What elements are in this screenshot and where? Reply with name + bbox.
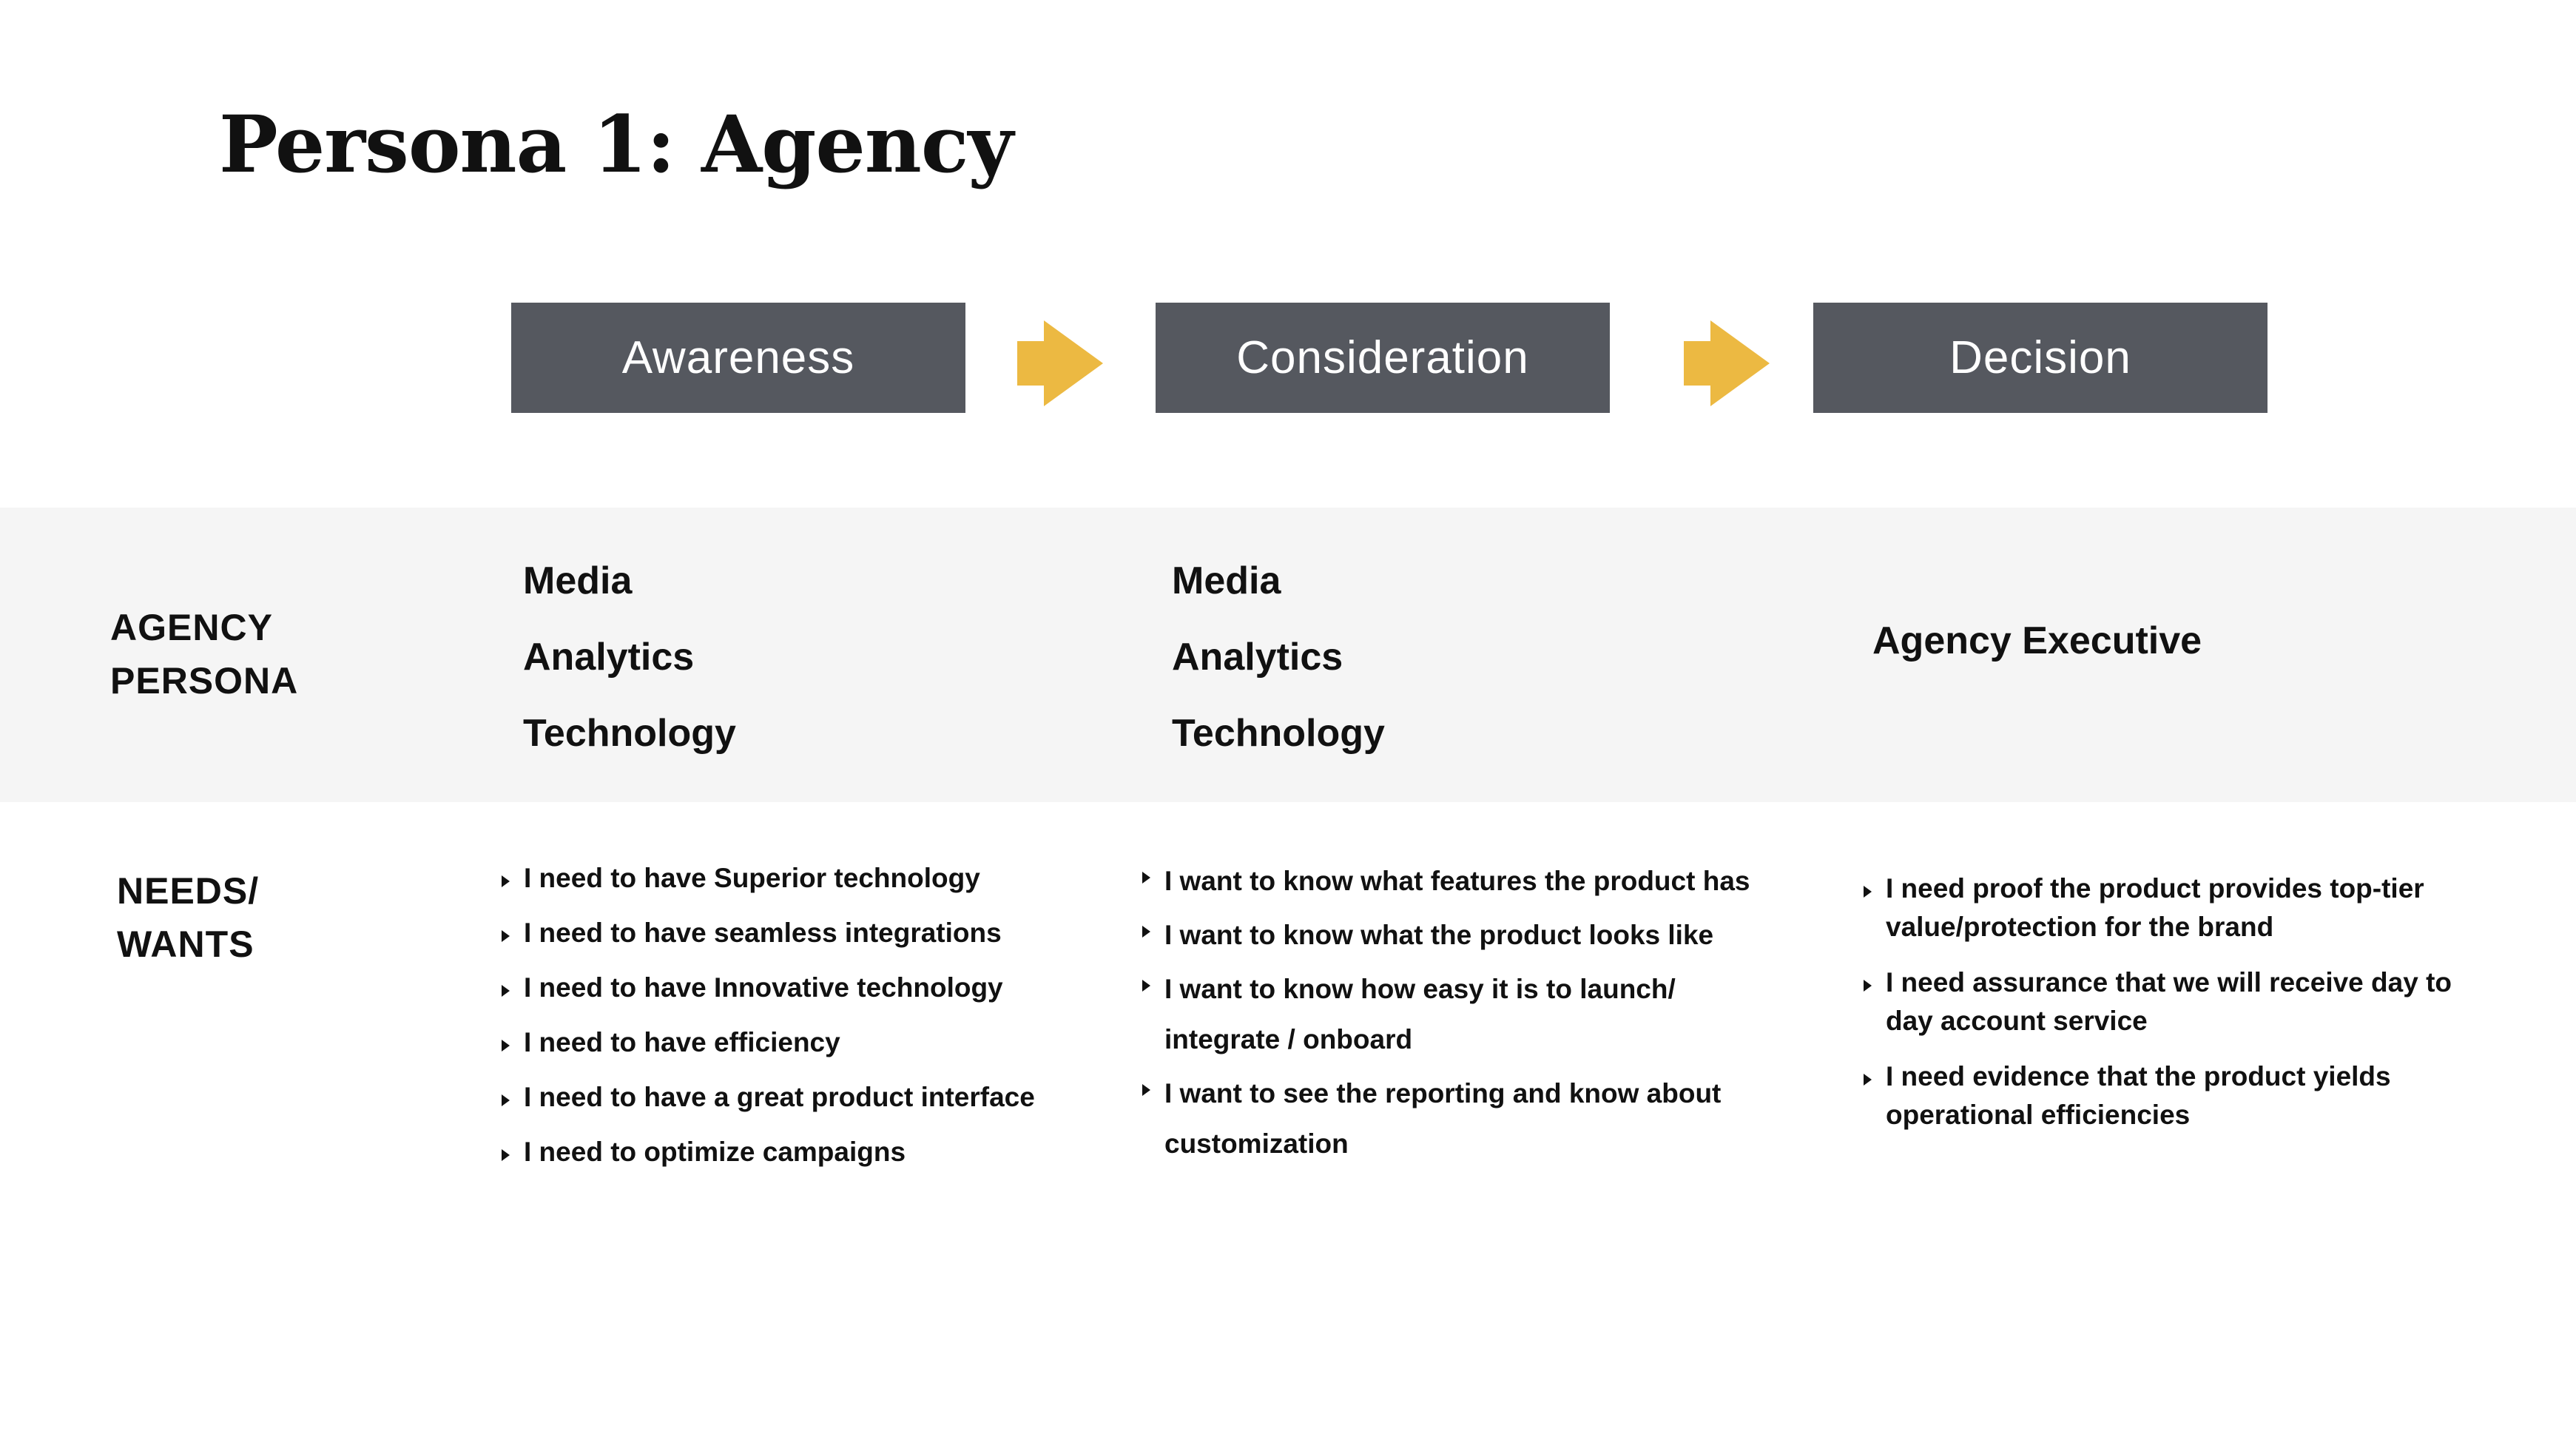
persona-item: Analytics <box>1172 636 1343 679</box>
row-label-line: PERSONA <box>110 660 299 702</box>
agency-persona-label <box>110 601 298 707</box>
list-item <box>1142 856 1750 906</box>
needs-list-decision <box>1864 869 2470 1151</box>
list-item: I need to optimize campaigns <box>502 1134 1035 1171</box>
list-item: I need to have a great product interface <box>502 1079 1035 1116</box>
list-item-line: I want to see the reporting and know about <box>1164 1078 1722 1108</box>
stage-decision <box>1813 303 2268 413</box>
persona-list-consideration <box>1172 543 1385 772</box>
needs-list-awareness <box>502 860 1035 1188</box>
list-item: I need assurance that we will receive day to day account service <box>1864 963 2470 1040</box>
list-item: I need evidence that the product yields operational efficiencies <box>1864 1057 2470 1134</box>
persona-item: Technology <box>523 712 736 755</box>
arrow-right-icon <box>1017 320 1103 406</box>
list-item <box>1142 1069 1750 1169</box>
list-item-line: integrate / onboard <box>1164 1024 1413 1054</box>
stage-label: Consideration <box>1236 332 1529 383</box>
list-item-line: I want to know how easy it is to launch/ <box>1164 974 1676 1004</box>
needs-list-consideration <box>1142 856 1750 1173</box>
list-item-line: customization <box>1164 1128 1349 1159</box>
row-label-line: NEEDS/ <box>117 870 260 912</box>
row-label-line: WANTS <box>117 923 254 965</box>
list-item: I need to have seamless integrations <box>502 915 1035 952</box>
page-title: Persona 1: Agency <box>219 98 1013 190</box>
stage-awareness <box>511 303 965 413</box>
list-item: I need to have Innovative technology <box>502 969 1035 1006</box>
persona-item: Technology <box>1172 712 1385 755</box>
persona-item: Media <box>1172 559 1281 602</box>
list-item-line: I want to know what the product looks like <box>1164 920 1714 950</box>
list-item-line: I want to know what features the product has <box>1164 866 1750 896</box>
list-item: I need proof the product provides top-tier value/protection for the brand <box>1864 869 2470 946</box>
needs-wants-label <box>117 864 259 971</box>
stage-label: Awareness <box>621 332 855 383</box>
persona-item: Media <box>523 559 633 602</box>
list-item <box>1142 964 1750 1065</box>
stage-label: Decision <box>1949 332 2131 383</box>
row-label-line: AGENCY <box>110 607 273 648</box>
list-item: I need to have efficiency <box>502 1024 1035 1061</box>
stage-consideration <box>1156 303 1610 413</box>
persona-item-decision: Agency Executive <box>1872 619 2202 662</box>
list-item <box>1142 910 1750 960</box>
persona-item: Analytics <box>523 636 695 679</box>
persona-list-awareness <box>523 543 736 772</box>
list-item: I need to have Superior technology <box>502 860 1035 897</box>
arrow-right-icon <box>1684 320 1770 406</box>
